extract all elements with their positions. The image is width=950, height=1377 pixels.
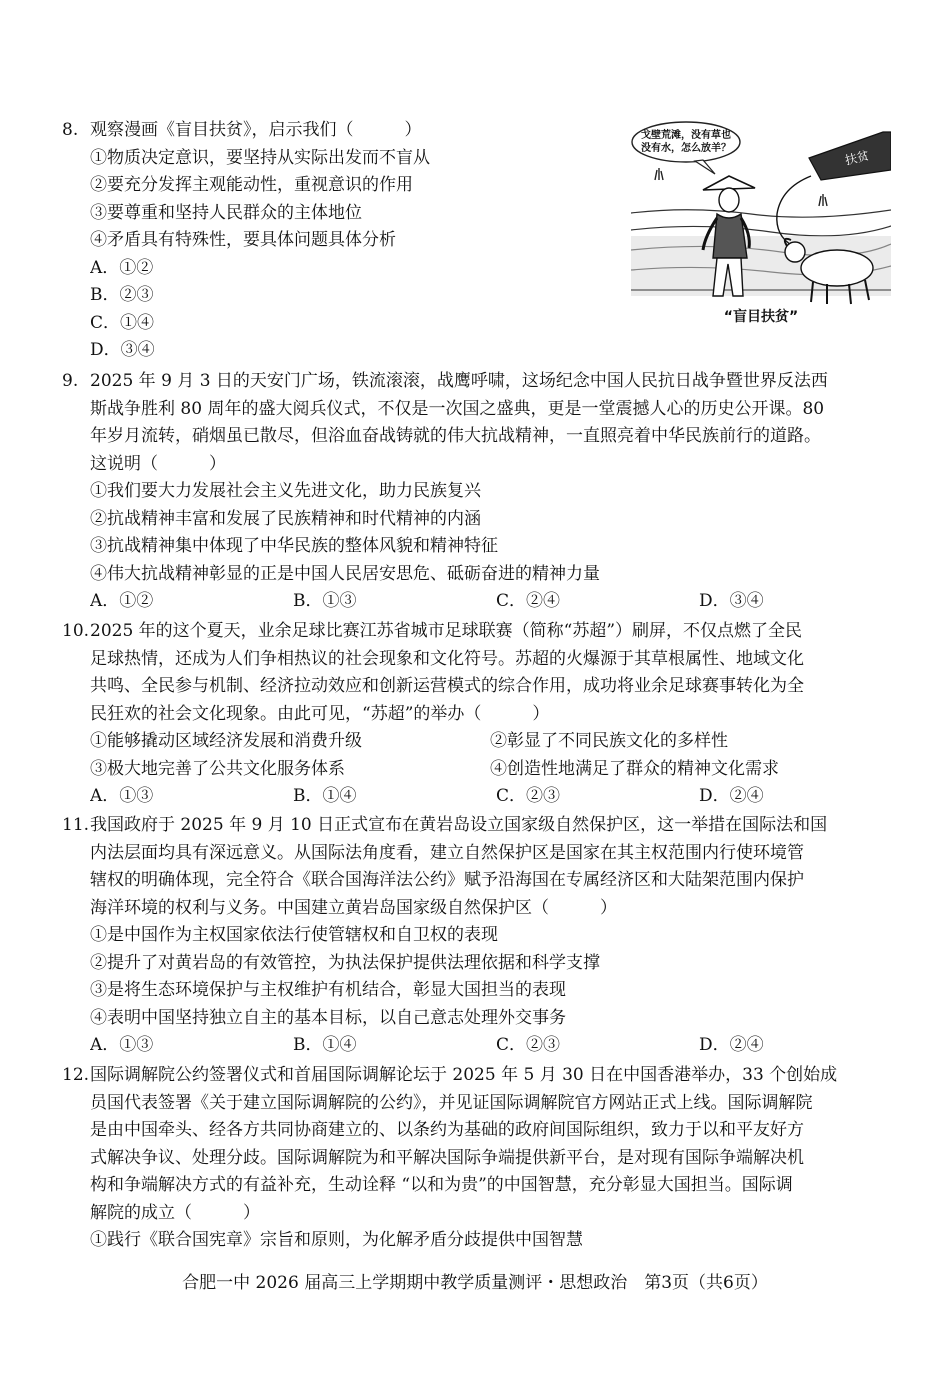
question-number: 9.	[62, 371, 79, 391]
question-stem: 是由中国牵头、经各方共同协商建立的、以条约为基础的政府间国际组织，致力于以和平友好方	[90, 1120, 804, 1140]
option-a: A．①③	[90, 1035, 154, 1055]
statements-row	[90, 756, 902, 784]
question-stem-line	[62, 618, 902, 646]
question-stem: 民狂欢的社会文化现象。由此可见，“苏超”的举办（ ）	[90, 703, 550, 724]
statement: ①我们要大力发展社会主义先进文化，助力民族复兴	[90, 481, 481, 501]
statement: ①物质决定意识，要坚持从实际出发而不盲从	[90, 147, 430, 168]
question-stem-line	[62, 368, 902, 396]
statements-row	[90, 728, 902, 756]
question-12	[62, 1062, 902, 1255]
statement: ④伟大抗战精神彰显的正是中国人民居安思危、砥砺奋进的精神力量	[90, 563, 600, 584]
option-a: A．①②	[90, 257, 154, 278]
cartoon-drawing	[631, 118, 891, 330]
question-stem: 内法层面均具有深远意义。从国际法角度看，建立自然保护区是国家在其主权范围内行使环境管	[90, 842, 804, 863]
option-d: D．②④	[699, 1035, 764, 1055]
option-a: A．①②	[90, 591, 154, 611]
sheep-icon	[801, 250, 873, 286]
option-b: B．②③	[90, 285, 154, 305]
options-row	[90, 1032, 902, 1060]
option-c: C．①④	[90, 312, 155, 333]
question-number: 11.	[62, 815, 90, 835]
question-stem: 2025 年的这个夏天，业余足球比赛江苏省城市足球联赛（简称“苏超”）刷屏，不仅点燃了全民	[90, 621, 803, 641]
question-stem: 足球热情，还成为人们争相热议的社会现象和文化符号。苏超的火爆源于其草根属性、地域文化	[90, 648, 804, 669]
question-number: 8.	[62, 120, 79, 140]
statement: ④表明中国坚持独立自主的基本目标，以自己意志处理外交事务	[90, 1007, 566, 1028]
question-stem: 观察漫画《盲目扶贫》，启示我们（ ）	[90, 120, 422, 140]
question-stem: 共鸣、全民参与机制、经济拉动效应和创新运营模式的综合作用，成功将业余足球赛事转化为全	[90, 676, 804, 696]
sleeve-label: 扶贫	[843, 148, 871, 168]
option-b: B．①④	[293, 786, 357, 806]
question-stem: 我国政府于 2025 年 9 月 10 日正式宣布在黄岩岛设立国家级自然保护区，这一举措在国际法和国	[90, 815, 828, 835]
question-number: 10.	[62, 621, 90, 641]
statement: ③抗战精神集中体现了中华民族的整体风貌和精神特征	[90, 536, 498, 556]
question-stem: 这说明（ ）	[90, 453, 226, 474]
question-stem: 辖权的明确体现，完全符合《联合国海洋法公约》赋予沿海国在专属经济区和大陆架范围内保护	[90, 870, 804, 890]
options-row	[90, 588, 902, 616]
question-stem: 斯战争胜利 80 周年的盛大阅兵仪式，不仅是一次国之盛典，更是一堂震撼人心的历史公开课。80	[90, 398, 825, 419]
statement: ②抗战精神丰富和发展了民族精神和时代精神的内涵	[90, 508, 481, 529]
question-stem: 式解决争议、处理分歧。国际调解院为和平解决国际争端提供新平台，是对现有国际争端解决机	[90, 1147, 804, 1168]
cartoon-blind-poverty-alleviation	[631, 118, 891, 330]
page-footer: 合肥一中 2026 届高三上学期期中教学质量测评・思想政治 第3页（共6页）	[182, 1273, 768, 1293]
option-b: B．①④	[293, 1035, 357, 1055]
question-stem: 员国代表签署《关于建立国际调解院的公约》，并见证国际调解院官方网站正式上线。国际调解院	[90, 1092, 813, 1113]
statement: ②彰显了不同民族文化的多样性	[490, 731, 728, 751]
question-stem: 2025 年 9 月 3 日的天安门广场，铁流滚滚，战鹰呼啸，这场纪念中国人民抗日战争暨世界反法西	[90, 371, 828, 391]
option-d: D．②④	[699, 786, 764, 806]
question-11	[62, 812, 902, 1060]
statement: ①践行《联合国宪章》宗旨和原则，为化解矛盾分歧提供中国智慧	[90, 1230, 583, 1250]
statement: ②要充分发挥主观能动性，重视意识的作用	[90, 175, 413, 195]
statement: ④矛盾具有特殊性，要具体问题具体分析	[90, 230, 396, 250]
statement: ②提升了对黄岩岛的有效管控，为执法保护提供法理依据和科学支撑	[90, 952, 600, 973]
option-d: D．③④	[699, 591, 764, 611]
question-stem: 构和争端解决方式的有益补充，生动诠释 “以和为贵”的中国智慧，充分彰显大国担当。国际调	[90, 1175, 793, 1195]
statement: ③要尊重和坚持人民群众的主体地位	[90, 202, 362, 223]
question-10	[62, 618, 902, 811]
option-a: A．①③	[90, 786, 154, 806]
option-d: D．③④	[90, 340, 155, 360]
options-row	[90, 783, 902, 811]
option-b: B．①③	[293, 591, 357, 611]
statement: ④创造性地满足了群众的精神文化需求	[490, 758, 779, 779]
option-c: C．②③	[496, 786, 561, 806]
question-stem: 国际调解院公约签署仪式和首届国际调解论坛于 2025 年 5 月 30 日在中国香港举办，33 个创始成	[90, 1065, 838, 1085]
speech-bubble-line-1: 戈壁荒滩，没有草也	[641, 130, 731, 141]
question-number: 12.	[62, 1065, 90, 1085]
statement: ①能够撬动区域经济发展和消费升级	[90, 731, 362, 751]
question-stem-line	[62, 812, 902, 840]
question-stem-line	[62, 1062, 902, 1090]
question-stem: 解院的成立（ ）	[90, 1202, 260, 1223]
question-stem: 年岁月流转，硝烟虽已散尽，但浴血奋战铸就的伟大抗战精神，一直照亮着中华民族前行的道路。	[90, 426, 821, 446]
option-c: C．②③	[496, 1035, 561, 1055]
question-9	[62, 368, 902, 616]
statement: ③极大地完善了公共文化服务体系	[90, 758, 345, 779]
statement: ③是将生态环境保护与主权维护有机结合，彰显大国担当的表现	[90, 980, 566, 1000]
question-stem: 海洋环境的权利与义务。中国建立黄岩岛国家级自然保护区（ ）	[90, 897, 617, 918]
speech-bubble-line-2: 没有水，怎么放羊？	[641, 143, 731, 154]
option-c: C．②④	[496, 591, 561, 611]
cartoon-caption: “盲目扶贫”	[723, 309, 799, 325]
statement: ①是中国作为主权国家依法行使管辖权和自卫权的表现	[90, 925, 498, 945]
